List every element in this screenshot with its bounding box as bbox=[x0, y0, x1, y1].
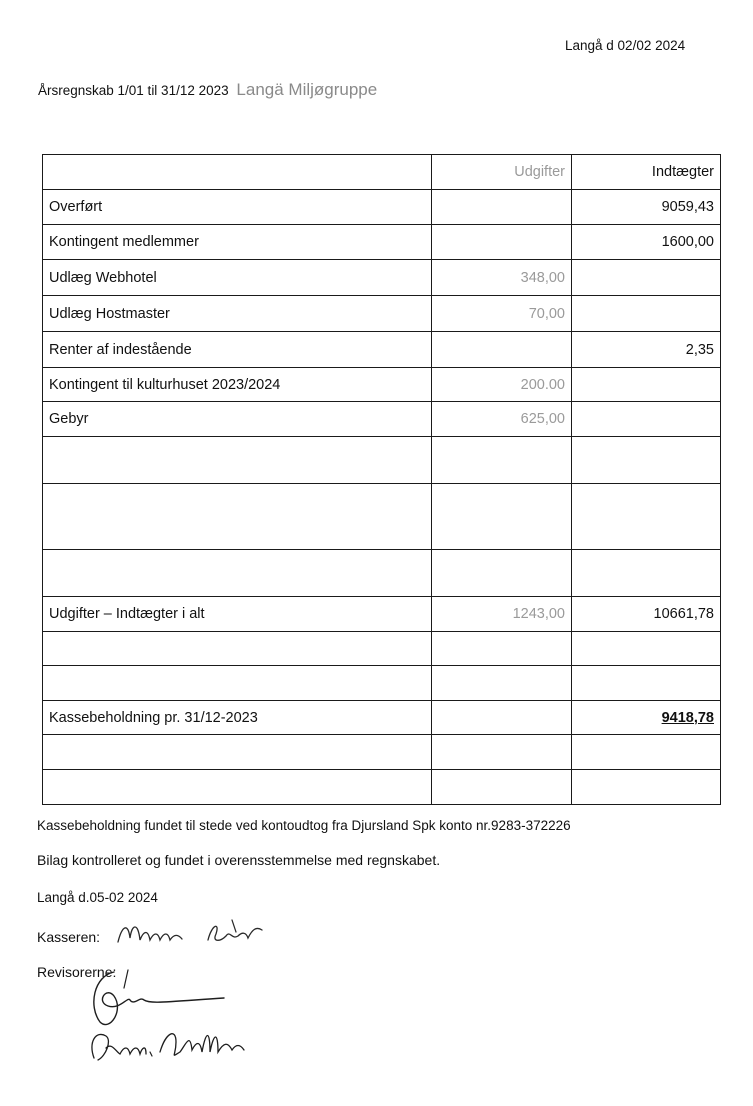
row-expenses bbox=[432, 190, 572, 225]
empty-row bbox=[43, 666, 721, 701]
place-date: Langå d.05-02 2024 bbox=[37, 890, 158, 905]
treasurer-signature bbox=[112, 912, 282, 952]
totals-description: Udgifter – Indtægter i alt bbox=[43, 597, 432, 632]
row-description: Kontingent til kulturhuset 2023/2024 bbox=[43, 368, 432, 402]
treasurer-label: Kasseren: bbox=[37, 929, 101, 945]
row-income: 9059,43 bbox=[572, 190, 721, 225]
row-description: Gebyr bbox=[43, 402, 432, 437]
row-description: Udlæg Hostmaster bbox=[43, 296, 432, 332]
empty-row bbox=[43, 770, 721, 805]
table-row bbox=[43, 225, 721, 260]
audit-note: Bilag kontrolleret og fundet i overensstemmelse med regnskabet. bbox=[37, 852, 441, 868]
row-income bbox=[572, 402, 721, 437]
table-row bbox=[43, 402, 721, 437]
totals-row bbox=[43, 597, 721, 632]
row-income: 1600,00 bbox=[572, 225, 721, 260]
row-expenses: 625,00 bbox=[432, 402, 572, 437]
row-expenses: 348,00 bbox=[432, 260, 572, 296]
balance-row bbox=[43, 701, 721, 735]
header-income: Indtægter bbox=[572, 155, 721, 190]
header-description bbox=[43, 155, 432, 190]
row-income bbox=[572, 368, 721, 402]
table-row bbox=[43, 190, 721, 225]
document-date: Langå d 02/02 2024 bbox=[565, 38, 686, 53]
empty-row bbox=[43, 632, 721, 666]
row-expenses: 70,00 bbox=[432, 296, 572, 332]
organization-name: Langä Miljøgruppe bbox=[236, 80, 378, 99]
empty-row bbox=[43, 550, 721, 597]
empty-row bbox=[43, 484, 721, 550]
balance-income: 9418,78 bbox=[572, 701, 721, 735]
table-row bbox=[43, 296, 721, 332]
table-row bbox=[43, 260, 721, 296]
row-expenses bbox=[432, 225, 572, 260]
row-description: Overført bbox=[43, 190, 432, 225]
row-description: Udlæg Webhotel bbox=[43, 260, 432, 296]
row-expenses bbox=[432, 332, 572, 368]
row-income bbox=[572, 260, 721, 296]
row-income: 2,35 bbox=[572, 332, 721, 368]
auditor-signature-2 bbox=[76, 1022, 266, 1072]
balance-expenses bbox=[432, 701, 572, 735]
bank-statement-note: Kassebeholdning fundet til stede ved kontoudtog fra Djursland Spk konto nr.9283-372226 bbox=[37, 818, 571, 833]
auditors-label: Revisorerne: bbox=[37, 964, 117, 980]
row-expenses: 200.00 bbox=[432, 368, 572, 402]
totals-expenses: 1243,00 bbox=[432, 597, 572, 632]
header-expenses: Udgifter bbox=[432, 155, 572, 190]
table-row bbox=[43, 332, 721, 368]
report-title: Årsregnskab 1/01 til 31/12 2023 bbox=[38, 83, 229, 98]
balance-description: Kassebeholdning pr. 31/12-2023 bbox=[43, 701, 432, 735]
row-income bbox=[572, 296, 721, 332]
document-heading bbox=[38, 80, 377, 100]
row-description: Kontingent medlemmer bbox=[43, 225, 432, 260]
empty-row bbox=[43, 735, 721, 770]
ledger-table bbox=[42, 154, 721, 805]
totals-income: 10661,78 bbox=[572, 597, 721, 632]
table-row bbox=[43, 368, 721, 402]
row-description: Renter af indestående bbox=[43, 332, 432, 368]
table-header-row bbox=[43, 155, 721, 190]
empty-row bbox=[43, 437, 721, 484]
